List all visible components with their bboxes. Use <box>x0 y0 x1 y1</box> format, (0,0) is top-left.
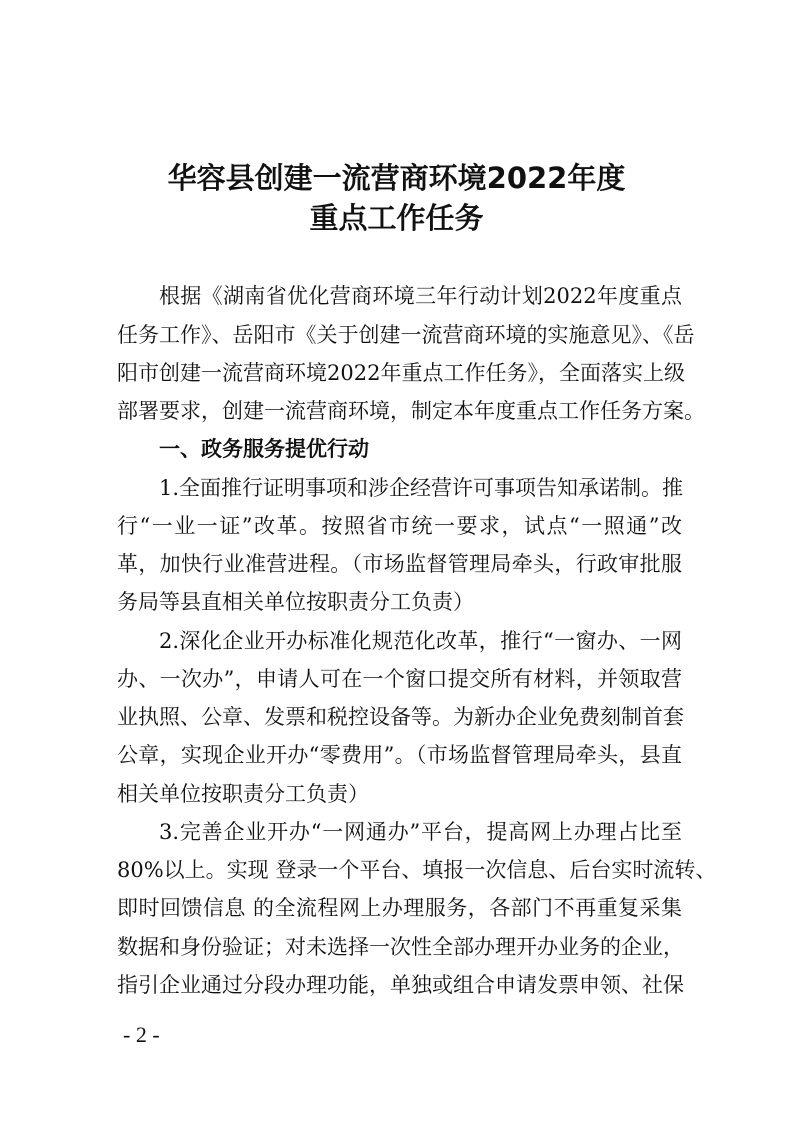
item1-line-1: 1.全面推行证明事项和涉企经营许可事项告知承诺制。推 <box>159 476 684 500</box>
intro-line-1: 根据《湖南省优化营商环境三年行动计划2022年度重点 <box>159 284 682 308</box>
intro-line-2: 任务工作》、岳阳市《关于创建一流营商环境的实施意见》、《岳 <box>117 323 695 347</box>
item1-line-2: 行“一业一证”改革。按照省市统一要求，试点“一照通”改 <box>117 514 682 538</box>
item3-line-3: 即时回馈信息 的全流程网上办理服务，各部门不再重复采集 <box>117 896 682 920</box>
section-heading: 一、政务服务提优行动 <box>159 437 369 461</box>
item2-line-1: 2.深化企业开办标准化规范化改革，推行“一窗办、一网 <box>159 629 682 653</box>
item3-line-2: 80%以上。实现 登录一个平台、填报一次信息、后台实时流转、 <box>117 858 717 882</box>
item2-line-4: 公章，实现企业开办“零费用”。（市场监督管理局牵头，县直 <box>117 743 682 767</box>
document-title-line-2: 重点工作任务 <box>309 201 484 235</box>
item1-line-4: 务局等县直相关单位按职责分工负责） <box>117 590 474 614</box>
item2-line-5: 相关单位按职责分工负责） <box>117 782 369 806</box>
intro-line-3: 阳市创建一流营商环境2022年重点工作任务》，全面落实上级 <box>117 361 685 385</box>
item3-line-4: 数据和身份验证；对未选择一次性全部办理开办业务的企业， <box>117 935 684 959</box>
page-number: - 2 - <box>123 1022 160 1047</box>
item3-line-5: 指引企业通过分段办理功能，单独或组合申请发票申领、社保 <box>117 973 684 997</box>
item2-line-3: 业执照、公章、发票和税控设备等。为新办企业免费刻制首套 <box>117 705 684 729</box>
document-title-line-1: 华容县创建一流营商环境2022年度 <box>167 161 626 195</box>
item2-line-2: 办、一次办”，申请人可在一个窗口提交所有材料，并领取营 <box>117 667 682 691</box>
item3-line-1: 3.完善企业开办“一网通办”平台，提高网上办理占比至 <box>159 820 682 844</box>
item1-line-3: 革，加快行业准营进程。（市场监督管理局牵头，行政审批服 <box>117 552 682 576</box>
intro-line-4: 部署要求，创建一流营商环境，制定本年度重点工作任务方案。 <box>117 399 705 423</box>
